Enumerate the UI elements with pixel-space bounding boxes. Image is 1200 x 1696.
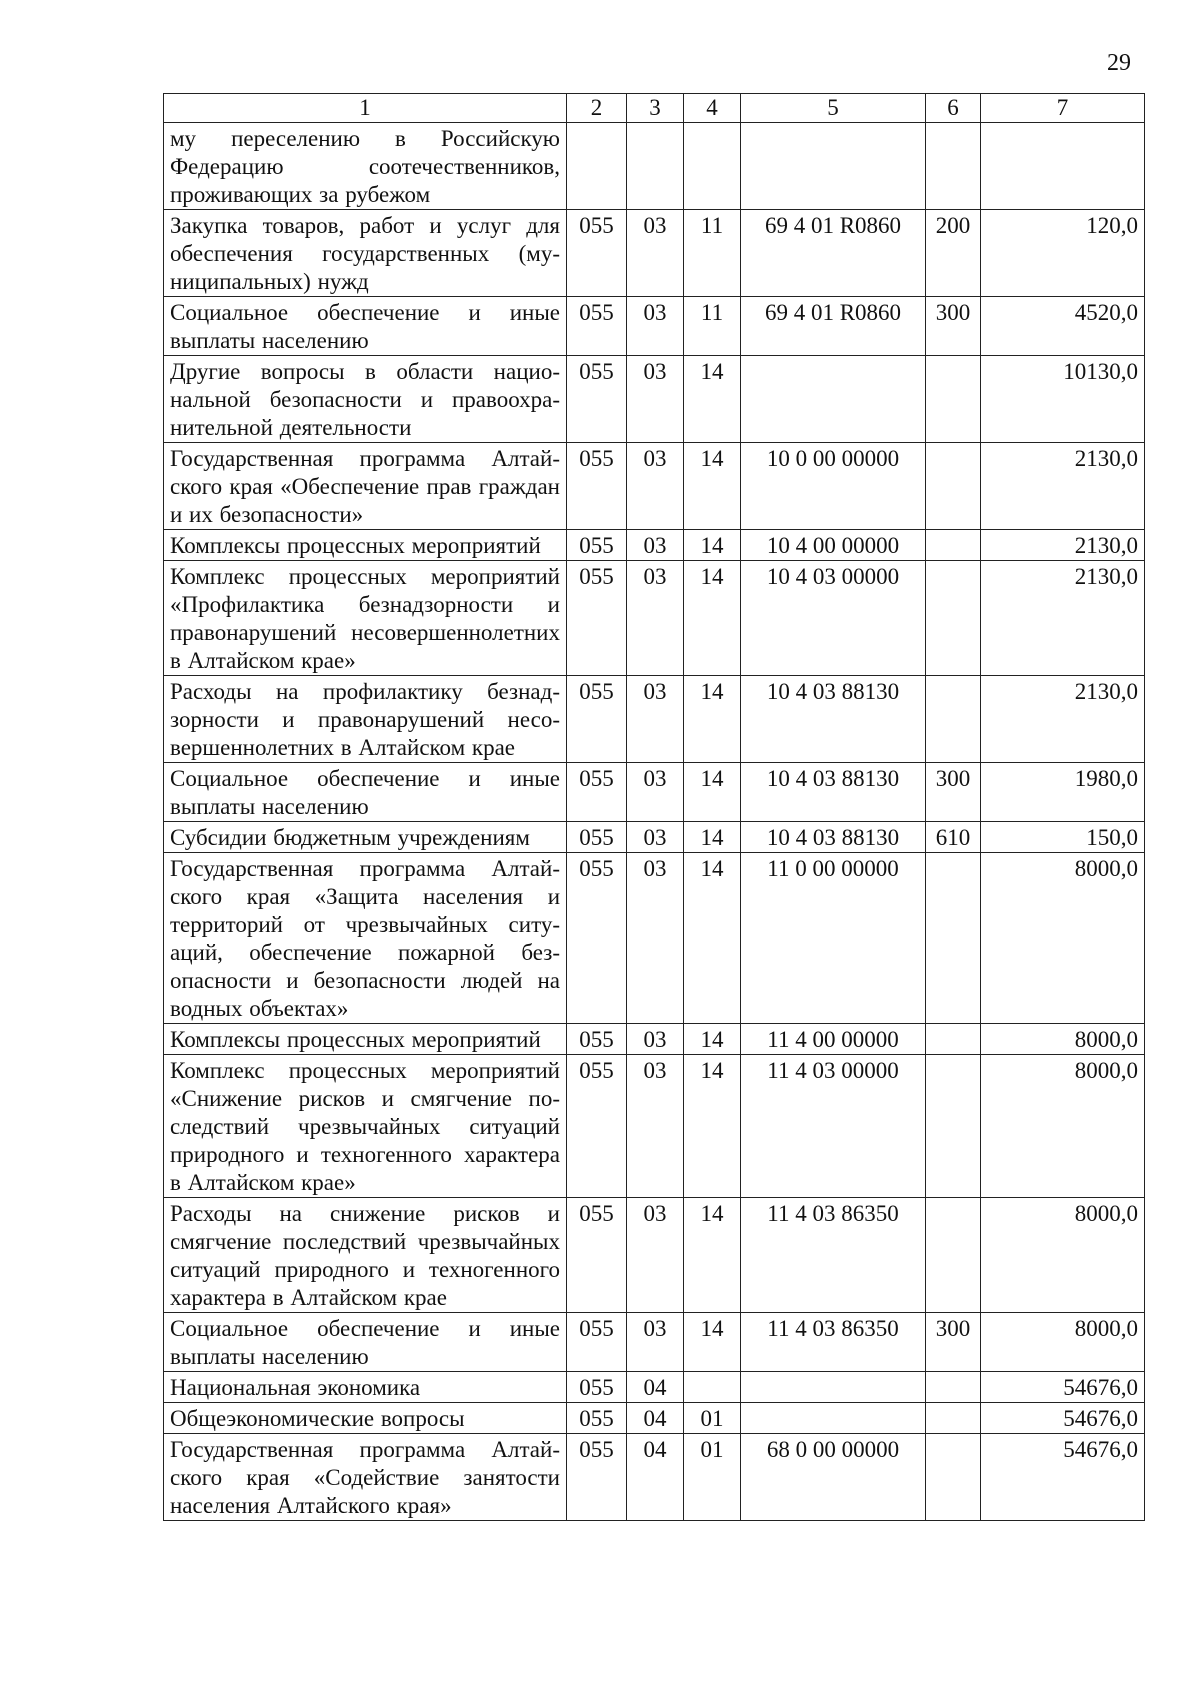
expense-type-cell — [926, 1055, 981, 1198]
table-row — [164, 1024, 1145, 1055]
subsection-code-cell: 14 — [684, 822, 741, 853]
column-header: 6 — [926, 94, 981, 123]
section-code-cell: 03 — [627, 530, 684, 561]
subsection-code-cell: 14 — [684, 1198, 741, 1313]
table-row — [164, 210, 1145, 297]
table-row — [164, 822, 1145, 853]
section-code-cell: 03 — [627, 561, 684, 676]
table-row — [164, 1313, 1145, 1372]
target-article-cell — [741, 356, 926, 443]
ministry-code-cell — [567, 123, 627, 210]
expense-type-cell — [926, 1403, 981, 1434]
table-row — [164, 1198, 1145, 1313]
target-article-cell — [741, 123, 926, 210]
page-number: 29 — [1107, 50, 1131, 76]
row-name-cell: Комплекс процессных мероприятий «Профилактика безнадзорности и правонарушений несовершеннолетних в Алтайском крае» — [164, 561, 567, 676]
column-header: 4 — [684, 94, 741, 123]
row-name-cell: му переселению в Российскую Федерацию соотечественников, проживающих за рубежом — [164, 123, 567, 210]
amount-cell: 4520,0 — [981, 297, 1145, 356]
expense-type-cell — [926, 561, 981, 676]
expense-type-cell: 300 — [926, 1313, 981, 1372]
section-code-cell: 04 — [627, 1434, 684, 1521]
amount-cell: 150,0 — [981, 822, 1145, 853]
target-article-cell: 11 4 03 00000 — [741, 1055, 926, 1198]
section-code-cell: 04 — [627, 1372, 684, 1403]
table-row — [164, 356, 1145, 443]
subsection-code-cell: 14 — [684, 676, 741, 763]
target-article-cell: 11 4 00 00000 — [741, 1024, 926, 1055]
table-row — [164, 853, 1145, 1024]
ministry-code-cell: 055 — [567, 1055, 627, 1198]
amount-cell: 2130,0 — [981, 443, 1145, 530]
subsection-code-cell: 01 — [684, 1403, 741, 1434]
expense-type-cell — [926, 123, 981, 210]
target-article-cell: 68 0 00 00000 — [741, 1434, 926, 1521]
section-code-cell: 04 — [627, 1403, 684, 1434]
table-row — [164, 297, 1145, 356]
table-row — [164, 1434, 1145, 1521]
amount-cell: 8000,0 — [981, 1313, 1145, 1372]
row-name-cell: Субсидии бюджетным учреждениям — [164, 822, 567, 853]
expense-type-cell — [926, 356, 981, 443]
target-article-cell: 10 4 03 88130 — [741, 763, 926, 822]
target-article-cell: 69 4 01 R0860 — [741, 297, 926, 356]
expense-type-cell — [926, 1198, 981, 1313]
row-name-cell: Комплекс процессных мероприятий «Снижение рисков и смягчение последствий чрезвычайных ситуаций природного и техногенного характера в Алтайском крае» — [164, 1055, 567, 1198]
ministry-code-cell: 055 — [567, 1403, 627, 1434]
section-code-cell: 03 — [627, 822, 684, 853]
amount-cell: 54676,0 — [981, 1403, 1145, 1434]
section-code-cell: 03 — [627, 297, 684, 356]
expense-type-cell — [926, 1434, 981, 1521]
row-name-cell: Расходы на профилактику безнадзорности и правонарушений несовершеннолетних в Алтайском крае — [164, 676, 567, 763]
target-article-cell — [741, 1372, 926, 1403]
section-code-cell: 03 — [627, 1313, 684, 1372]
row-name-cell: Государственная программа Алтайского края «Обеспечение прав граждан и их безопасности» — [164, 443, 567, 530]
ministry-code-cell: 055 — [567, 1372, 627, 1403]
ministry-code-cell: 055 — [567, 1434, 627, 1521]
amount-cell: 10130,0 — [981, 356, 1145, 443]
section-code-cell: 03 — [627, 763, 684, 822]
amount-cell: 2130,0 — [981, 530, 1145, 561]
ministry-code-cell: 055 — [567, 676, 627, 763]
row-name-cell: Национальная экономика — [164, 1372, 567, 1403]
row-name-cell: Социальное обеспечение и иные выплаты населению — [164, 763, 567, 822]
table-header-row — [164, 94, 1145, 123]
row-name-cell: Закупка товаров, работ и услуг для обеспечения государственных (муниципальных) нужд — [164, 210, 567, 297]
expense-type-cell — [926, 1372, 981, 1403]
subsection-code-cell: 11 — [684, 210, 741, 297]
amount-cell — [981, 123, 1145, 210]
ministry-code-cell: 055 — [567, 763, 627, 822]
ministry-code-cell: 055 — [567, 210, 627, 297]
section-code-cell: 03 — [627, 210, 684, 297]
expense-type-cell — [926, 676, 981, 763]
subsection-code-cell: 14 — [684, 1055, 741, 1198]
table-row — [164, 561, 1145, 676]
expense-type-cell: 200 — [926, 210, 981, 297]
target-article-cell: 10 4 03 88130 — [741, 822, 926, 853]
column-header: 7 — [981, 94, 1145, 123]
row-name-cell: Государственная программа Алтайского края «Содействие занятости населения Алтайского края» — [164, 1434, 567, 1521]
target-article-cell: 10 4 03 88130 — [741, 676, 926, 763]
table-row — [164, 763, 1145, 822]
amount-cell: 54676,0 — [981, 1434, 1145, 1521]
amount-cell: 8000,0 — [981, 1055, 1145, 1198]
ministry-code-cell: 055 — [567, 853, 627, 1024]
row-name-cell: Социальное обеспечение и иные выплаты населению — [164, 297, 567, 356]
target-article-cell: 10 4 00 00000 — [741, 530, 926, 561]
table-row — [164, 530, 1145, 561]
subsection-code-cell: 14 — [684, 1313, 741, 1372]
ministry-code-cell: 055 — [567, 1024, 627, 1055]
subsection-code-cell: 01 — [684, 1434, 741, 1521]
target-article-cell: 11 4 03 86350 — [741, 1198, 926, 1313]
table-row — [164, 676, 1145, 763]
subsection-code-cell: 14 — [684, 763, 741, 822]
row-name-cell: Расходы на снижение рисков и смягчение последствий чрезвычайных ситуаций природного и техногенного характера в Алтайском крае — [164, 1198, 567, 1313]
subsection-code-cell: 14 — [684, 530, 741, 561]
subsection-code-cell: 14 — [684, 561, 741, 676]
expense-type-cell — [926, 530, 981, 561]
column-header: 2 — [567, 94, 627, 123]
target-article-cell: 10 4 03 00000 — [741, 561, 926, 676]
table-row — [164, 1403, 1145, 1434]
subsection-code-cell — [684, 123, 741, 210]
table-row — [164, 1372, 1145, 1403]
row-name-cell: Общеэкономические вопросы — [164, 1403, 567, 1434]
target-article-cell: 69 4 01 R0860 — [741, 210, 926, 297]
expense-type-cell — [926, 443, 981, 530]
amount-cell: 54676,0 — [981, 1372, 1145, 1403]
table-row — [164, 443, 1145, 530]
subsection-code-cell: 14 — [684, 356, 741, 443]
table-row — [164, 1055, 1145, 1198]
target-article-cell: 10 0 00 00000 — [741, 443, 926, 530]
ministry-code-cell: 055 — [567, 356, 627, 443]
section-code-cell: 03 — [627, 1198, 684, 1313]
column-header: 1 — [164, 94, 567, 123]
amount-cell: 120,0 — [981, 210, 1145, 297]
table-row — [164, 123, 1145, 210]
row-name-cell: Другие вопросы в области национальной безопасности и правоохранительной деятельности — [164, 356, 567, 443]
amount-cell: 8000,0 — [981, 1024, 1145, 1055]
section-code-cell: 03 — [627, 1055, 684, 1198]
target-article-cell: 11 0 00 00000 — [741, 853, 926, 1024]
column-header: 3 — [627, 94, 684, 123]
ministry-code-cell: 055 — [567, 822, 627, 853]
column-header: 5 — [741, 94, 926, 123]
amount-cell: 1980,0 — [981, 763, 1145, 822]
expense-type-cell — [926, 853, 981, 1024]
section-code-cell: 03 — [627, 853, 684, 1024]
subsection-code-cell — [684, 1372, 741, 1403]
expense-type-cell: 300 — [926, 763, 981, 822]
subsection-code-cell: 14 — [684, 1024, 741, 1055]
expense-type-cell — [926, 1024, 981, 1055]
section-code-cell — [627, 123, 684, 210]
amount-cell: 8000,0 — [981, 853, 1145, 1024]
subsection-code-cell: 14 — [684, 443, 741, 530]
ministry-code-cell: 055 — [567, 1313, 627, 1372]
ministry-code-cell: 055 — [567, 297, 627, 356]
ministry-code-cell: 055 — [567, 443, 627, 530]
row-name-cell: Государственная программа Алтайского края «Защита населения и территорий от чрезвычайных ситуаций, обеспечение пожарной безопасности и безопасности людей на водных объектах» — [164, 853, 567, 1024]
target-article-cell: 11 4 03 86350 — [741, 1313, 926, 1372]
target-article-cell — [741, 1403, 926, 1434]
row-name-cell: Социальное обеспечение и иные выплаты населению — [164, 1313, 567, 1372]
row-name-cell: Комплексы процессных мероприятий — [164, 530, 567, 561]
section-code-cell: 03 — [627, 1024, 684, 1055]
budget-table — [163, 93, 1145, 1521]
amount-cell: 8000,0 — [981, 1198, 1145, 1313]
ministry-code-cell: 055 — [567, 530, 627, 561]
ministry-code-cell: 055 — [567, 1198, 627, 1313]
ministry-code-cell: 055 — [567, 561, 627, 676]
subsection-code-cell: 11 — [684, 297, 741, 356]
section-code-cell: 03 — [627, 676, 684, 763]
section-code-cell: 03 — [627, 356, 684, 443]
expense-type-cell: 300 — [926, 297, 981, 356]
section-code-cell: 03 — [627, 443, 684, 530]
amount-cell: 2130,0 — [981, 561, 1145, 676]
amount-cell: 2130,0 — [981, 676, 1145, 763]
row-name-cell: Комплексы процессных мероприятий — [164, 1024, 567, 1055]
subsection-code-cell: 14 — [684, 853, 741, 1024]
expense-type-cell: 610 — [926, 822, 981, 853]
